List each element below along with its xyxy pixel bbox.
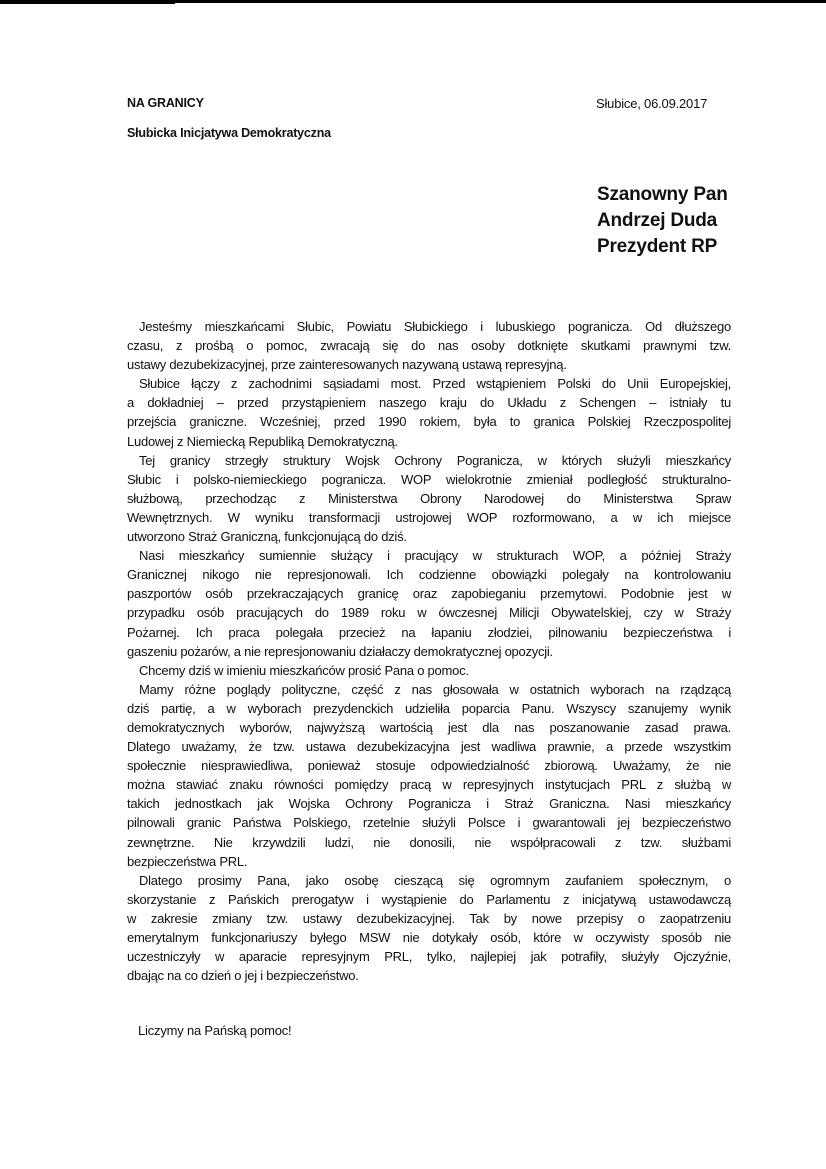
paragraph-line: uczestniczyły w aparacie represyjnym PRL, tylko, najlepiej jak potrafiły, służyły Ojczyźnie, xyxy=(127,949,731,965)
paragraph-line: skorzystanie z Pańskich prerogatyw i wystąpienie do Parlamentu z inicjatywą ustawodawczą xyxy=(127,891,731,907)
paragraph-line: ustawy dezubekizacyjnej, prze zainteresowanych nazywaną ustawą represyjną. xyxy=(127,357,567,373)
addressee-block xyxy=(597,182,728,260)
scan-top-edge-shadow xyxy=(0,0,175,4)
paragraph-4 xyxy=(127,546,731,661)
paragraph-line: Słubice łączy z zachodnimi sąsiadami most. Przed wstąpieniem Polski do Unii Europejskiej, xyxy=(139,376,731,392)
paragraph-3 xyxy=(127,451,731,546)
paragraph-line: takich jednostkach jak Wojska Ochrony Pogranicza i Straż Graniczna. Nasi mieszkańcy xyxy=(127,796,731,812)
paragraph-line: przypadku osób pracujących do 1989 roku w ówczesnej Milicji Obywatelskiej, czy w Straży xyxy=(127,605,731,621)
paragraph-line: bezpieczeństwa PRL. xyxy=(127,853,248,869)
paragraph-line: demokratycznych wyborów, najwyższą wartością jest dla nas poszanowanie zasad prawa. xyxy=(127,719,731,735)
paragraph-7 xyxy=(127,871,731,986)
paragraph-line: Dlatego prosimy Pana, jako osobę cieszącą się ogromnym zaufaniem społecznym, o xyxy=(139,872,731,888)
paragraph-line: Dlatego uważamy, że tzw. ustawa dezubekizacyjna jest wadliwa prawnie, a przede wszystkim xyxy=(127,739,731,755)
addressee-salutation: Szanowny Pan xyxy=(597,184,728,205)
paragraph-line: dbając na co dzień o jej i bezpieczeństwo. xyxy=(127,968,359,984)
paragraph-line: społecznie niesprawiedliwa, ponieważ stosuje odpowiedzialność zbiorową. Uważamy, że nie xyxy=(127,758,731,774)
place-and-date: Słubice, 06.09.2017 xyxy=(596,96,708,111)
paragraph-line: zewnętrzne. Nie krzywdzili ludzi, nie donosili, nie współpracowali z tzw. służbami xyxy=(127,834,731,850)
paragraph-line: Jesteśmy mieszkańcami Słubic, Powiatu Słubickiego i lubuskiego pogranicza. Od dłuższego xyxy=(139,319,731,334)
paragraph-line: Mamy różne poglądy polityczne, część z nas głosowała w ostatnich wyborach na rządzącą xyxy=(139,681,731,697)
paragraph-line: w zakresie zmiany tzw. ustawy dezubekizacyjnej. Tak by nowe przepisy o zaopatrzeniu xyxy=(127,910,731,926)
paragraph-line: służbową, przechodząc z Ministerstwa Obrony Narodowej do Ministerstwa Spraw xyxy=(127,490,731,506)
paragraph-line: czasu, z prośbą o pomoc, zwracają się do nas osoby dotknięte skutkami prawnymi tzw. xyxy=(127,338,731,354)
paragraph-line: paszportów osób przekraczających granicę oraz zapobieganiu przemytowi. Podobnie jest w xyxy=(127,586,731,602)
sender-name: NA GRANICY xyxy=(127,96,204,110)
paragraph-line: Chcemy dziś w imieniu mieszkańców prosić Pana o pomoc. xyxy=(139,662,469,678)
paragraph-line: gaszeniu pożarów, a nie represjonowaniu działaczy demokratycznej opozycji. xyxy=(127,643,553,659)
paragraph-line: można stawiać znaku równości pomiędzy pracą w represyjnych instytucjach PRL z służbą w xyxy=(127,777,731,793)
paragraph-line: utworzono Straż Graniczną, funkcjonującą do dziś. xyxy=(127,529,407,545)
paragraph-line: Pożarnej. Ich praca polegała przecież na łapaniu złodziei, pilnowaniu bezpieczeństwa i xyxy=(127,624,731,640)
paragraph-line: przejścia graniczne. Wcześniej, przed 1990 rokiem, była to granica Polskiej Rzeczpospolitej xyxy=(127,414,731,430)
sender-organization: Słubicka Inicjatywa Demokratyczna xyxy=(127,126,331,140)
addressee-name: Andrzej Duda xyxy=(597,210,718,231)
closing-line: Liczymy na Pańską pomoc! xyxy=(138,1023,292,1038)
addressee-title: Prezydent RP xyxy=(597,236,718,257)
paragraph-line: pilnowali granic Państwa Polskiego, rzetelnie służyli Polsce i gwarantowali jej bezpieczeństwo xyxy=(127,815,731,831)
paragraph-line: Słubic i polsko-niemieckiego pogranicza. WOP wielokrotnie zmieniał podległość strukturalno- xyxy=(127,471,731,487)
paragraph-line: Ludowej z Niemiecką Republiką Demokratyczną. xyxy=(127,433,398,449)
paragraph-line: a dokładniej – przed przystąpieniem naszego kraju do Układu z Schengen – istniały tu xyxy=(127,395,731,411)
paragraph-line: Nasi mieszkańcy sumiennie służący i pracujący w strukturach WOP, a później Straży xyxy=(139,548,731,564)
paragraph-2 xyxy=(127,374,731,450)
paragraph-line: emerytalnym funkcjonariuszy byłego MSW nie dotykały osób, które w oczywisty sposób nie xyxy=(127,930,731,945)
letter-body xyxy=(127,317,731,985)
paragraph-line: Wewnętrznych. W wyniku transformacji ustrojowej WOP rozformowano, a w ich miejsce xyxy=(127,509,731,525)
paragraph-1 xyxy=(127,317,731,374)
paragraph-6 xyxy=(127,680,731,871)
paragraph-line: Granicznej nikogo nie represjonowali. Ich codzienne obowiązki polegały na kontrolowaniu xyxy=(127,567,731,583)
paragraph-5 xyxy=(127,661,731,680)
paragraph-line: Tej granicy strzegły struktury Wojsk Ochrony Pogranicza, w których służyli mieszkańcy xyxy=(139,452,731,468)
paragraph-line: dziś partię, a w wyborach prezydenckich udzieliła poparcia Panu. Wszyscy szanujemy wynik xyxy=(127,700,731,716)
